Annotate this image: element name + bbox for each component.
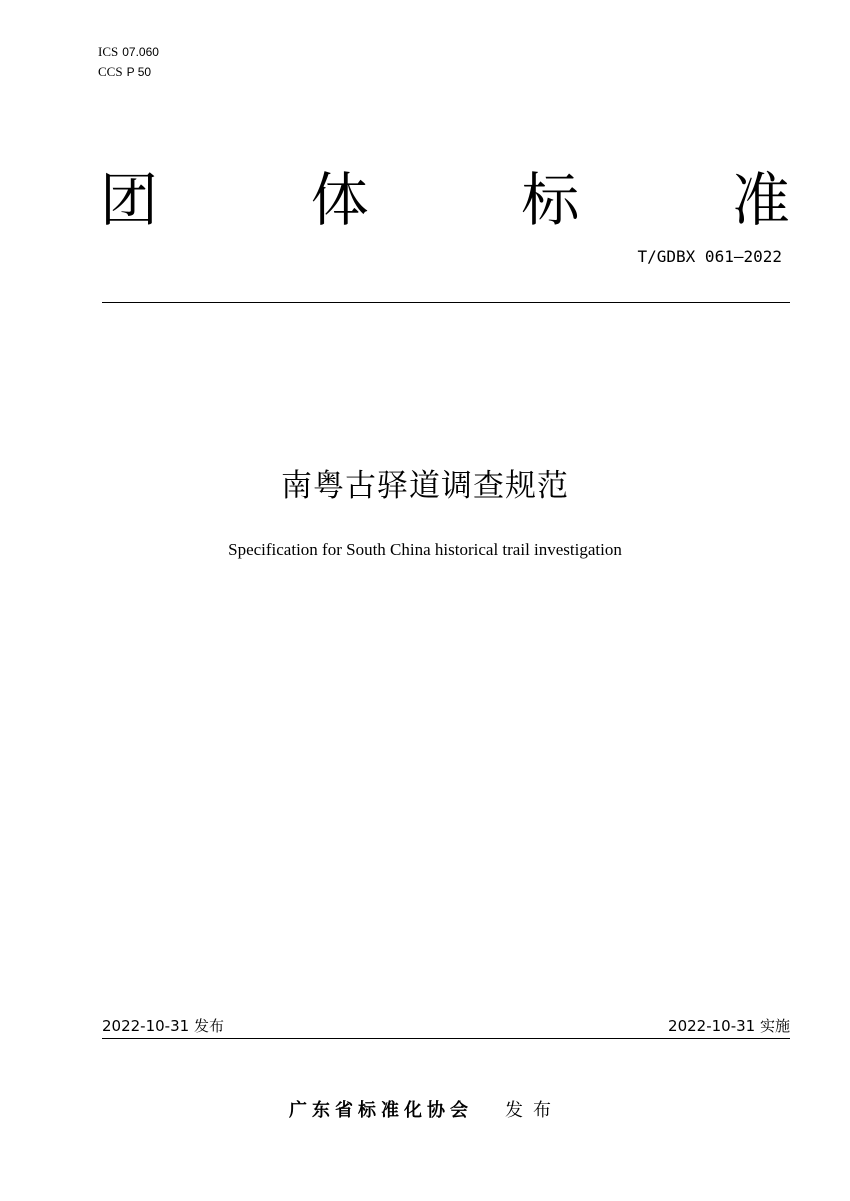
standard-type-char: 体 [310,166,369,234]
classification-codes [98,42,159,82]
document-title-chinese: 南粤古驿道调查规范 [281,468,569,504]
publisher-line [0,1098,850,1124]
document-title-english: Specification for South China historical trail investigation [228,540,622,559]
standard-type-char: 团 [100,166,159,234]
standard-type-char: 标 [521,166,580,234]
bottom-divider [102,1038,790,1039]
top-divider [102,302,790,303]
publisher-name: 广东省标准化协会 [289,1100,473,1121]
ccs-label: CCS [98,64,123,79]
ccs-code [98,62,159,82]
standard-type-char: 准 [731,166,790,234]
standard-number: T/GDBX 061—2022 [637,247,782,266]
ccs-value: P 50 [126,65,152,79]
ics-label: ICS [98,44,119,59]
ics-value: 07.060 [122,45,159,59]
ics-code [98,42,159,62]
standard-type-heading [100,160,790,240]
publisher-action: 发布 [505,1100,561,1121]
implement-date: 2022-10-31 实施 [668,1017,790,1035]
publish-date: 2022-10-31 发布 [102,1017,224,1035]
